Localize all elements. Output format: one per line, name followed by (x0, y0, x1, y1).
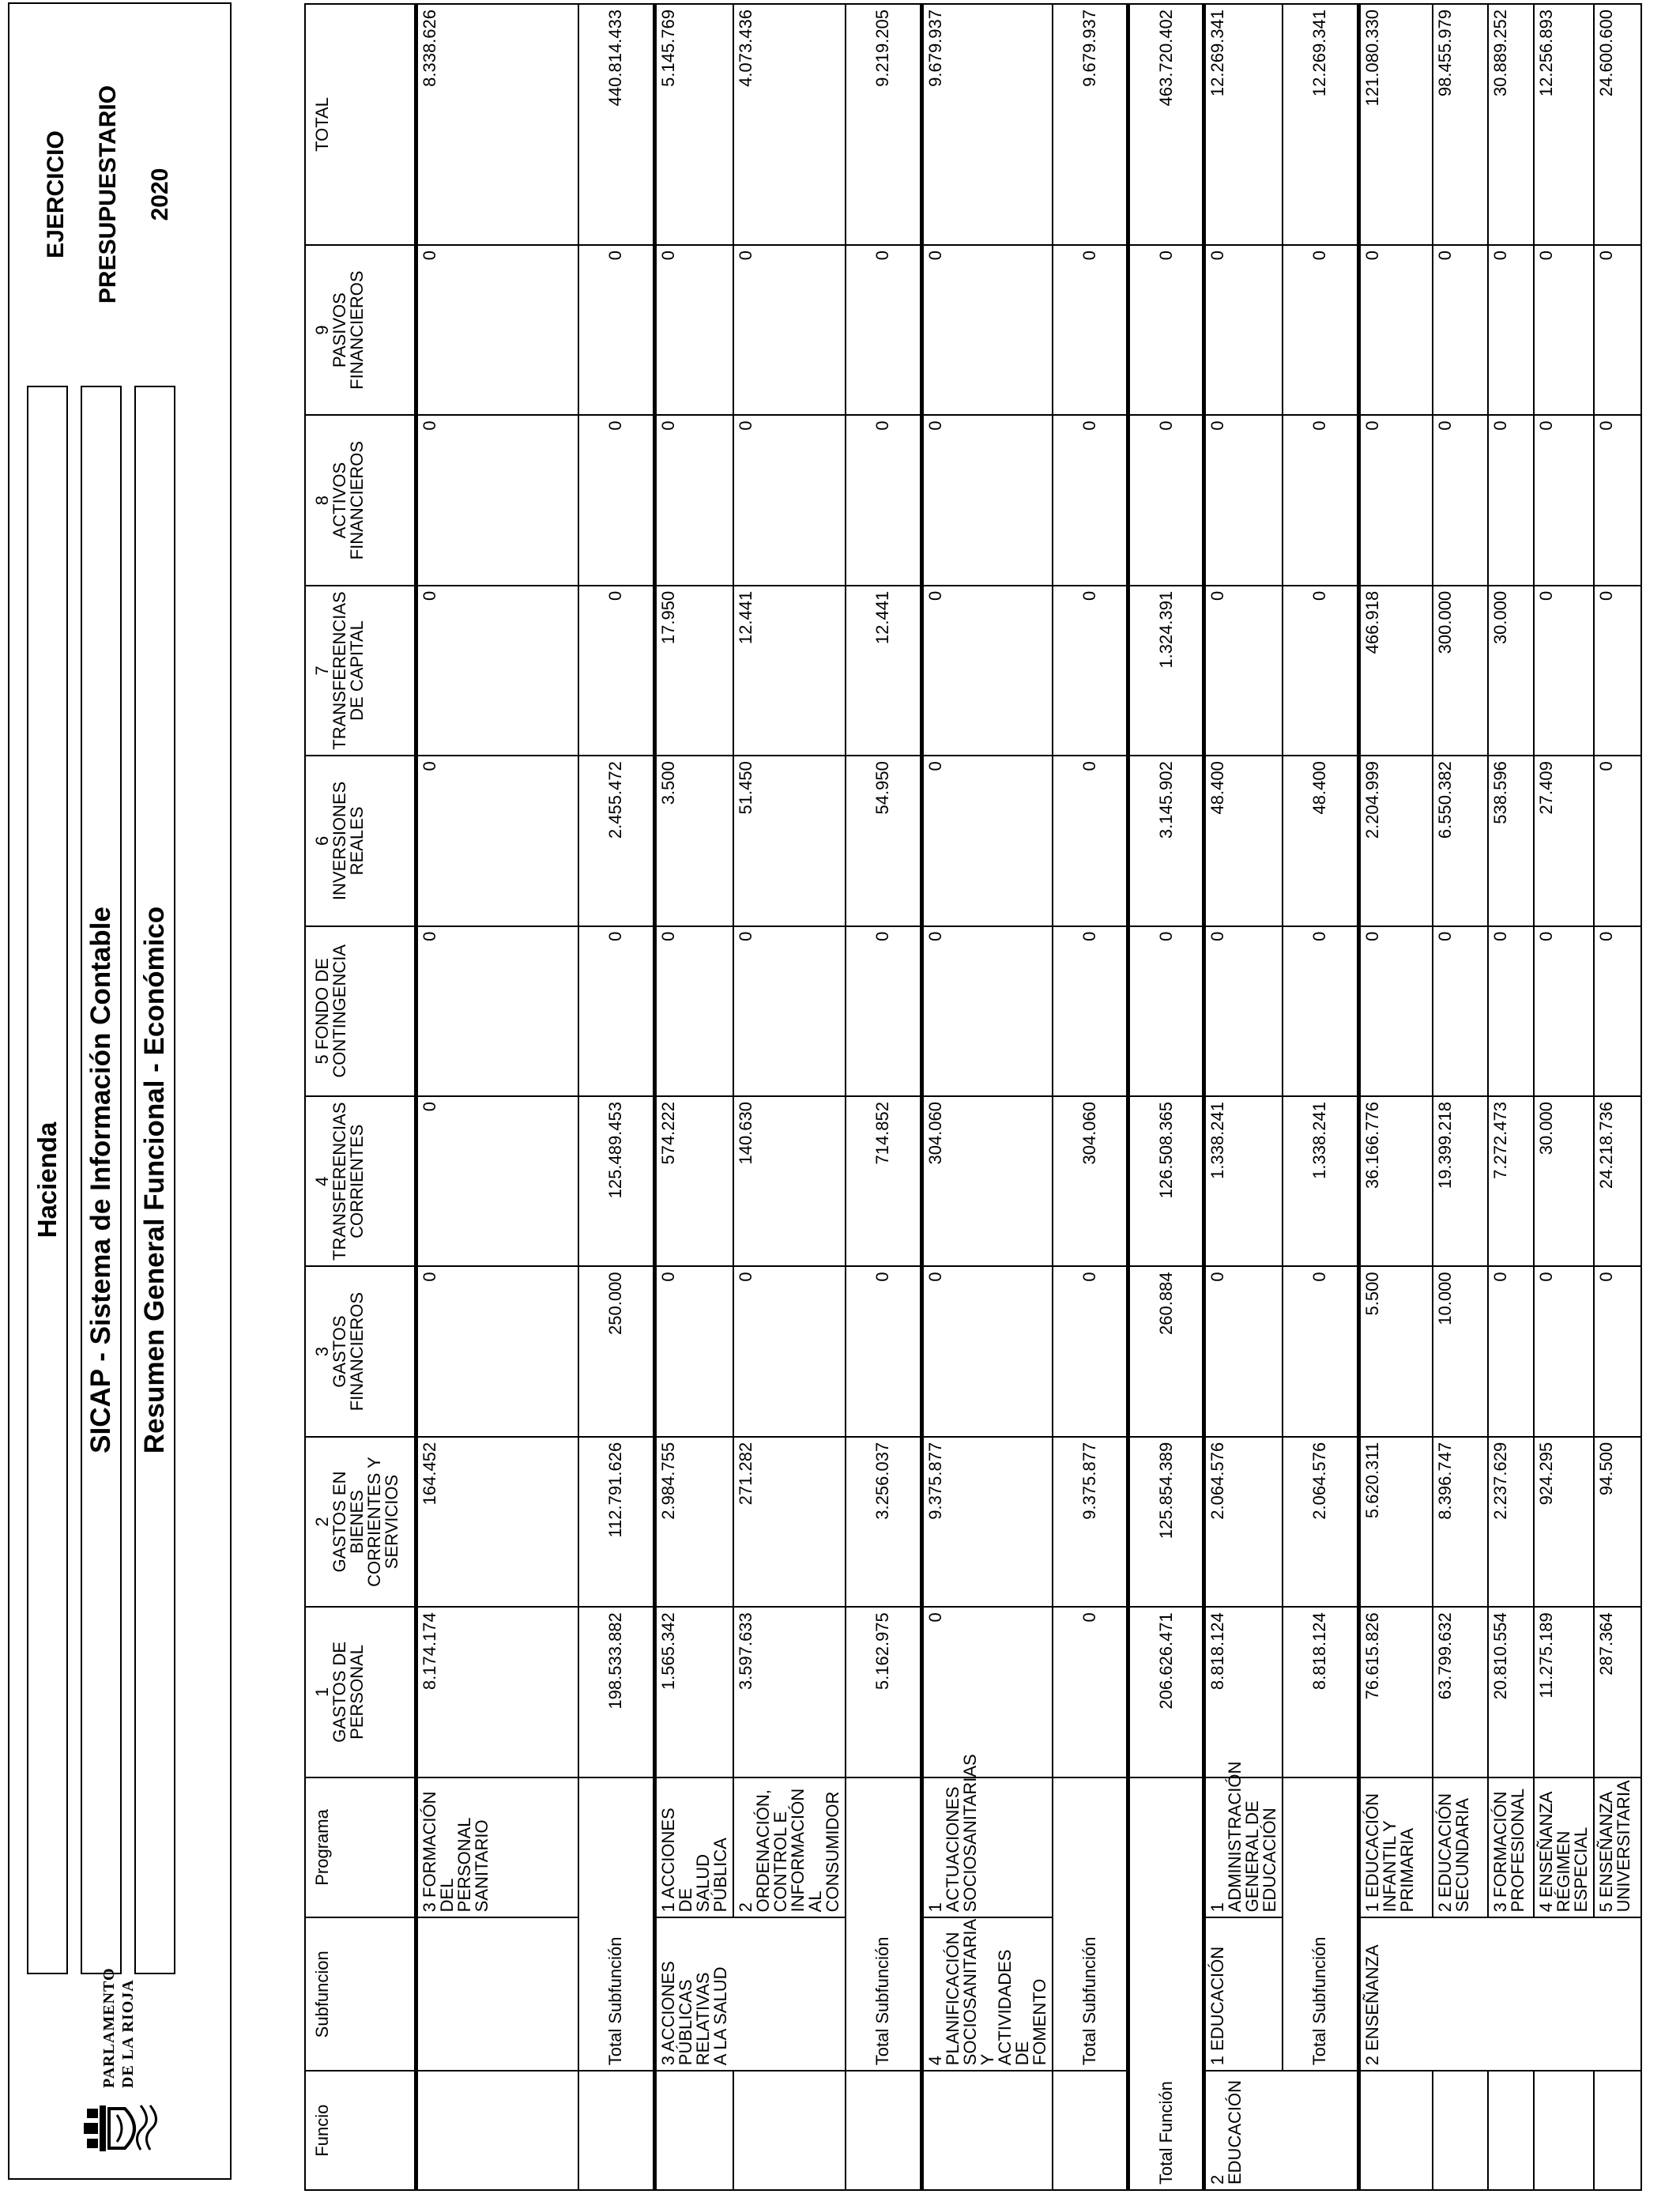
value-cell: 12.269.341 (1283, 4, 1358, 245)
programa-cell: 2 EDUCACIÓN SECUNDARIA (1433, 1777, 1488, 1918)
total-label: Total Subfunción (846, 1777, 921, 2071)
value-cell: 466.918 (1358, 586, 1433, 756)
value-cell: 0 (1488, 245, 1534, 415)
value-cell: 24.218.736 (1594, 1096, 1641, 1266)
table-row (733, 4, 846, 2190)
value-cell: 271.282 (733, 1437, 846, 1607)
value-cell: 0 (1053, 1607, 1128, 1777)
logo-text: PARLAMENTO DE LA RIOJA (100, 1967, 137, 2088)
report-title: Resumen General Funcional - Económico (139, 906, 170, 1454)
value-cell: 24.600.600 (1594, 4, 1641, 245)
value-cell: 304.060 (1053, 1096, 1128, 1266)
fiscal-year-label: EJERCICIO (43, 130, 69, 258)
programa-cell: 3 FORMACIÓN PROFESIONAL (1488, 1777, 1534, 1918)
value-cell: 2.064.576 (1204, 1437, 1283, 1607)
value-cell: 0 (1534, 415, 1594, 585)
value-cell: 0 (1204, 415, 1283, 585)
value-cell: 5.620.311 (1358, 1437, 1433, 1607)
total-subfuncion-row (578, 4, 654, 2190)
value-cell: 2.064.576 (1283, 1437, 1358, 1607)
value-cell: 0 (1053, 586, 1128, 756)
value-cell: 9.375.877 (1053, 1437, 1128, 1607)
value-cell: 0 (654, 245, 733, 415)
programa-cell: 1 EDUCACIÓN INFANTIL Y PRIMARIA (1358, 1777, 1433, 1918)
parliament-logo (27, 1967, 209, 2161)
value-cell: 12.441 (733, 586, 846, 756)
value-cell: 51.450 (733, 756, 846, 925)
programa-cell: 5 ENSEÑANZA UNIVERSITARIA (1594, 1777, 1641, 1918)
col-gastos-bienes: 2 GASTOS EN BIENES CORRIENTES Y SERVICIOS (305, 1437, 416, 1607)
value-cell: 0 (1053, 1266, 1128, 1436)
value-cell: 0 (1594, 245, 1641, 415)
table-row (921, 4, 1053, 2190)
value-cell: 3.597.633 (733, 1607, 846, 1777)
subfuncion-cell: 1 EDUCACIÓN (1204, 1917, 1283, 2071)
system-title: SICAP - Sistema de Información Contable (85, 907, 116, 1453)
budget-table (304, 3, 1642, 2191)
col-fondo-contingencia: 5 FONDO DE CONTINGENCIA (305, 926, 416, 1096)
col-inversiones-reales: 6 INVERSIONES REALES (305, 756, 416, 925)
value-cell: 7.272.473 (1488, 1096, 1534, 1266)
value-cell: 30.000 (1534, 1096, 1594, 1266)
value-cell: 0 (654, 1266, 733, 1436)
value-cell: 0 (1128, 415, 1204, 585)
value-cell: 463.720.402 (1128, 4, 1204, 245)
total-subfuncion-row (846, 4, 921, 2190)
value-cell: 0 (921, 1607, 1053, 1777)
value-cell: 1.324.391 (1128, 586, 1204, 756)
programa-cell: 1 ADMINISTRACIÓN GENERAL DE EDUCACIÓN (1204, 1777, 1283, 1918)
total-subfuncion-row (1283, 4, 1358, 2190)
value-cell: 0 (921, 926, 1053, 1096)
col-gastos-financieros: 3 GASTOS FINANCIEROS (305, 1266, 416, 1436)
value-cell: 0 (1283, 926, 1358, 1096)
value-cell: 8.338.626 (416, 4, 578, 245)
col-transferencias-capital: 7 TRANSFERENCIAS DE CAPITAL (305, 586, 416, 756)
table-row (1358, 4, 1433, 2190)
value-cell: 924.295 (1534, 1437, 1594, 1607)
value-cell: 2.237.629 (1488, 1437, 1534, 1607)
col-transferencias-corrientes: 4 TRANSFERENCIAS CORRIENTES (305, 1096, 416, 1266)
value-cell: 126.508.365 (1128, 1096, 1204, 1266)
value-cell: 19.399.218 (1433, 1096, 1488, 1266)
value-cell: 2.455.472 (578, 756, 654, 925)
table-row (654, 4, 733, 2190)
value-cell: 3.500 (654, 756, 733, 925)
value-cell: 0 (846, 926, 921, 1096)
value-cell: 0 (1128, 245, 1204, 415)
value-cell: 8.818.124 (1204, 1607, 1283, 1777)
value-cell: 11.275.189 (1534, 1607, 1594, 1777)
value-cell: 30.000 (1488, 586, 1534, 756)
value-cell: 0 (921, 415, 1053, 585)
programa-cell: 2 ORDENACIÓN, CONTROL E INFORMACIÓN AL CONSUMIDOR (733, 1777, 846, 1918)
value-cell: 98.455.979 (1433, 4, 1488, 245)
programa-cell: 3 FORMACIÓN DEL PERSONAL SANITARIO (416, 1777, 578, 1918)
value-cell: 0 (416, 245, 578, 415)
value-cell: 12.441 (846, 586, 921, 756)
value-cell: 0 (416, 926, 578, 1096)
value-cell: 1.338.241 (1204, 1096, 1283, 1266)
table-row (1204, 4, 1283, 2190)
report-header (8, 2, 232, 2180)
value-cell: 0 (1283, 1266, 1358, 1436)
subfuncion-cell: 2 ENSEÑANZA (1358, 1917, 1641, 2071)
value-cell: 0 (733, 415, 846, 585)
fiscal-year-value: 2020 (147, 168, 173, 221)
value-cell: 0 (1358, 926, 1433, 1096)
programa-cell: 1 ACTUACIONES SOCIOSANITARIAS (921, 1777, 1053, 1918)
programa-cell: 1 ACCIONES DE SALUD PÚBLICA (654, 1777, 733, 1918)
value-cell: 0 (1053, 245, 1128, 415)
value-cell: 48.400 (1204, 756, 1283, 925)
value-cell: 0 (416, 586, 578, 756)
value-cell: 0 (921, 245, 1053, 415)
value-cell: 574.222 (654, 1096, 733, 1266)
value-cell: 20.810.554 (1488, 1607, 1534, 1777)
total-funcion-row (1128, 4, 1204, 2190)
funcio-cell: 2 EDUCACIÓN (1204, 2071, 1359, 2190)
value-cell: 3.145.902 (1128, 756, 1204, 925)
value-cell: 10.000 (1433, 1266, 1488, 1436)
value-cell: 714.852 (846, 1096, 921, 1266)
value-cell: 0 (1358, 245, 1433, 415)
value-cell: 76.615.826 (1358, 1607, 1433, 1777)
total-label: Total Subfunción (1283, 1777, 1358, 2071)
total-funcion-label: Total Función (1128, 1777, 1204, 2190)
value-cell: 0 (578, 926, 654, 1096)
value-cell: 0 (846, 1266, 921, 1436)
total-label: Total Subfunción (578, 1777, 654, 2071)
col-activos-financieros: 8 ACTIVOS FINANCIEROS (305, 415, 416, 585)
value-cell: 0 (416, 415, 578, 585)
col-pasivos-financieros: 9 PASIVOS FINANCIEROS (305, 245, 416, 415)
value-cell: 0 (846, 245, 921, 415)
value-cell: 300.000 (1433, 586, 1488, 756)
value-cell: 8.174.174 (416, 1607, 578, 1777)
value-cell: 164.452 (416, 1437, 578, 1607)
value-cell: 0 (1594, 756, 1641, 925)
value-cell: 0 (1204, 245, 1283, 415)
value-cell: 0 (1283, 415, 1358, 585)
table-row (416, 4, 578, 2190)
value-cell: 54.950 (846, 756, 921, 925)
value-cell: 0 (921, 1266, 1053, 1436)
department-title: Hacienda (32, 1122, 62, 1238)
value-cell: 9.679.937 (921, 4, 1053, 245)
value-cell: 198.533.882 (578, 1607, 654, 1777)
subfuncion-cell: 4 PLANIFICACIÓN SOCIOSANITARIA Y ACTIVIDADES DE FOMENTO (921, 1917, 1053, 2071)
col-total: TOTAL (305, 4, 416, 245)
value-cell: 63.799.632 (1433, 1607, 1488, 1777)
value-cell: 0 (578, 245, 654, 415)
value-cell: 0 (1488, 926, 1534, 1096)
value-cell: 0 (578, 586, 654, 756)
value-cell: 0 (1594, 1266, 1641, 1436)
value-cell: 0 (1283, 586, 1358, 756)
col-gastos-personal: 1 GASTOS DE PERSONAL (305, 1607, 416, 1777)
value-cell: 30.889.252 (1488, 4, 1534, 245)
value-cell: 0 (416, 756, 578, 925)
value-cell: 0 (416, 1096, 578, 1266)
value-cell: 0 (1433, 926, 1488, 1096)
value-cell: 6.550.382 (1433, 756, 1488, 925)
budget-label: PRESUPUESTARIO (95, 85, 121, 304)
value-cell: 36.166.776 (1358, 1096, 1433, 1266)
value-cell: 0 (733, 926, 846, 1096)
value-cell: 17.950 (654, 586, 733, 756)
value-cell: 440.814.433 (578, 4, 654, 245)
value-cell: 0 (1204, 1266, 1283, 1436)
value-cell: 0 (733, 1266, 846, 1436)
value-cell: 3.256.037 (846, 1437, 921, 1607)
value-cell: 250.000 (578, 1266, 654, 1436)
col-subfuncion: Subfuncion (305, 1917, 416, 2071)
value-cell: 2.204.999 (1358, 756, 1433, 925)
table-row (1534, 4, 1594, 2190)
value-cell: 0 (1204, 586, 1283, 756)
value-cell: 5.145.769 (654, 4, 733, 245)
subfuncion-cell: 3 ACCIONES PÚBLICAS RELATIVAS A LA SALUD (654, 1917, 846, 2071)
value-cell: 8.396.747 (1433, 1437, 1488, 1607)
value-cell: 0 (1433, 245, 1488, 415)
col-programa: Programa (305, 1777, 416, 1918)
value-cell: 5.500 (1358, 1266, 1433, 1436)
value-cell: 260.884 (1128, 1266, 1204, 1436)
value-cell: 4.073.436 (733, 4, 846, 245)
total-label: Total Subfunción (1053, 1777, 1128, 2071)
value-cell: 0 (1283, 245, 1358, 415)
value-cell: 48.400 (1283, 756, 1358, 925)
crest-icon (82, 2096, 161, 2153)
value-cell: 0 (1488, 415, 1534, 585)
value-cell: 0 (1534, 586, 1594, 756)
value-cell: 0 (921, 586, 1053, 756)
value-cell: 0 (1433, 415, 1488, 585)
total-subfuncion-row (1053, 4, 1128, 2190)
value-cell: 12.256.893 (1534, 4, 1594, 245)
value-cell: 0 (1488, 1266, 1534, 1436)
value-cell: 0 (578, 415, 654, 585)
value-cell: 0 (1534, 245, 1594, 415)
value-cell: 27.409 (1534, 756, 1594, 925)
value-cell: 9.375.877 (921, 1437, 1053, 1607)
programa-cell: 4 ENSEÑANZA RÉGIMEN ESPECIAL (1534, 1777, 1594, 1918)
value-cell: 0 (1053, 415, 1128, 585)
value-cell: 125.489.453 (578, 1096, 654, 1266)
value-cell: 0 (1534, 1266, 1594, 1436)
value-cell: 0 (1358, 415, 1433, 585)
system-box (81, 386, 122, 1974)
value-cell: 0 (416, 1266, 578, 1436)
table-row (1594, 4, 1641, 2190)
value-cell: 2.984.755 (654, 1437, 733, 1607)
value-cell: 0 (1594, 415, 1641, 585)
value-cell: 0 (733, 245, 846, 415)
value-cell: 112.791.626 (578, 1437, 654, 1607)
department-box (27, 386, 68, 1974)
col-funcio: Funcio (305, 2071, 416, 2190)
value-cell: 0 (846, 415, 921, 585)
report-box (134, 386, 175, 1974)
value-cell: 9.219.205 (846, 4, 921, 245)
value-cell: 0 (1053, 926, 1128, 1096)
value-cell: 5.162.975 (846, 1607, 921, 1777)
value-cell: 0 (1204, 926, 1283, 1096)
value-cell: 0 (1594, 926, 1641, 1096)
value-cell: 1.565.342 (654, 1607, 733, 1777)
value-cell: 140.630 (733, 1096, 846, 1266)
value-cell: 9.679.937 (1053, 4, 1128, 245)
value-cell: 0 (654, 926, 733, 1096)
value-cell: 304.060 (921, 1096, 1053, 1266)
value-cell: 94.500 (1594, 1437, 1641, 1607)
value-cell: 1.338.241 (1283, 1096, 1358, 1266)
value-cell: 538.596 (1488, 756, 1534, 925)
table-header-row (305, 4, 416, 2190)
value-cell: 0 (1594, 586, 1641, 756)
table-row (1433, 4, 1488, 2190)
value-cell: 0 (1128, 926, 1204, 1096)
value-cell: 0 (1534, 926, 1594, 1096)
table-row (1488, 4, 1534, 2190)
value-cell: 125.854.389 (1128, 1437, 1204, 1607)
value-cell: 287.364 (1594, 1607, 1641, 1777)
value-cell: 0 (654, 415, 733, 585)
value-cell: 206.626.471 (1128, 1607, 1204, 1777)
value-cell: 0 (921, 756, 1053, 925)
value-cell: 0 (1053, 756, 1128, 925)
value-cell: 12.269.341 (1204, 4, 1283, 245)
value-cell: 121.080.330 (1358, 4, 1433, 245)
value-cell: 8.818.124 (1283, 1607, 1358, 1777)
